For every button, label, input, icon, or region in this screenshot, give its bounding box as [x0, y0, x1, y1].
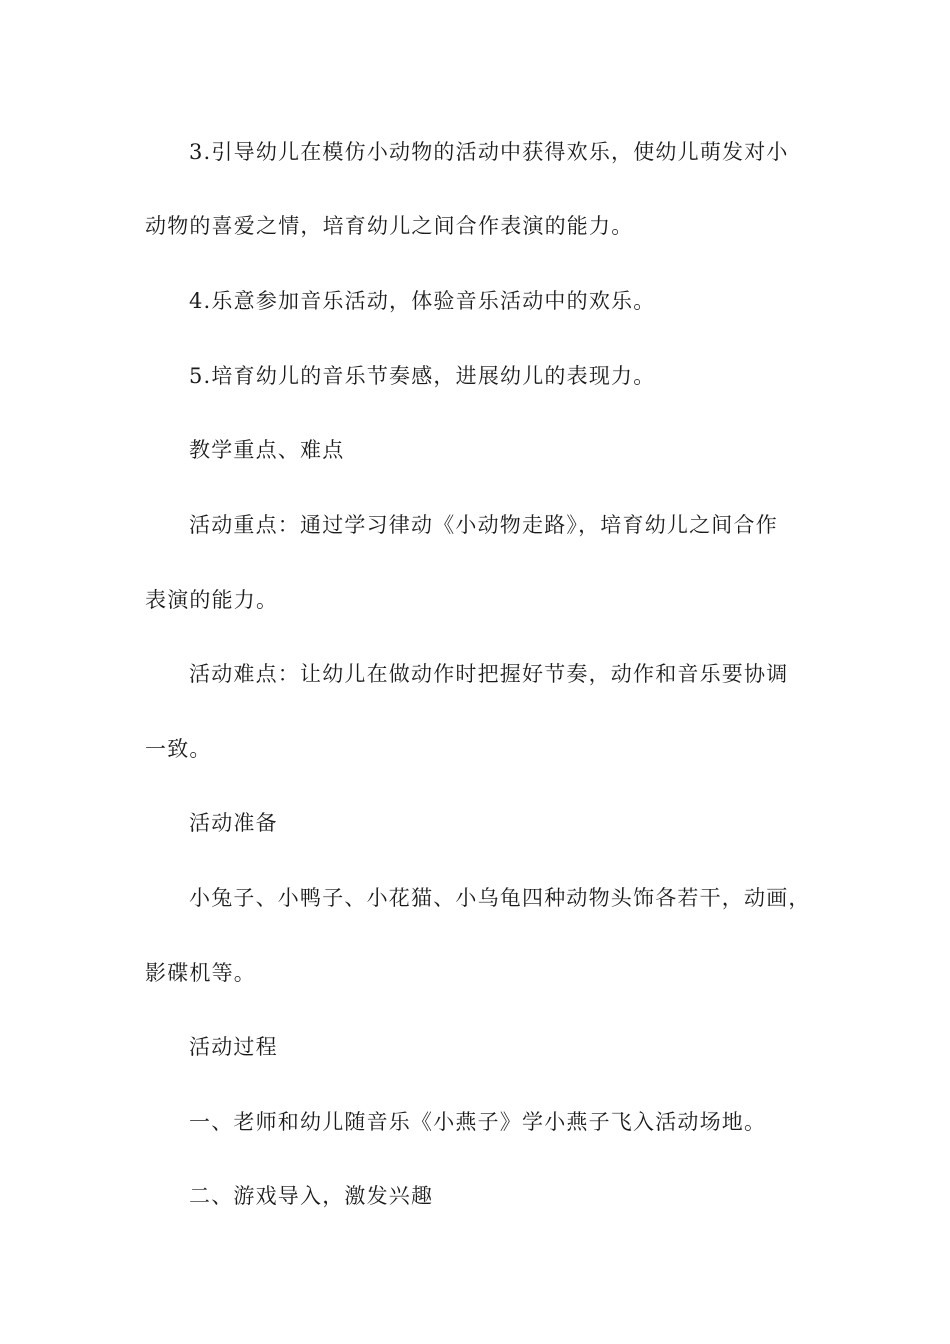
- paragraph-materials-cont: 影碟机等。: [145, 961, 256, 985]
- paragraph-goal-4: 4.乐意参加音乐活动，体验音乐活动中的欢乐。: [189, 289, 656, 313]
- paragraph-activity-difficulty: 活动难点：让幼儿在做动作时把握好节奏，动作和音乐要协调: [189, 662, 789, 686]
- paragraph-activity-focus: 活动重点：通过学习律动《小动物走路》，培育幼儿之间合作: [189, 513, 778, 537]
- paragraph-goal-3: 3.引导幼儿在模仿小动物的活动中获得欢乐，使幼儿萌发对小: [189, 140, 789, 164]
- paragraph-materials: 小兔子、小鸭子、小花猫、小乌龟四种动物头饰各若干，动画，: [189, 886, 811, 910]
- paragraph-activity-focus-cont: 表演的能力。: [145, 588, 279, 612]
- paragraph-activity-difficulty-cont: 一致。: [145, 737, 212, 761]
- heading-preparation: 活动准备: [189, 811, 278, 835]
- paragraph-goal-5: 5.培育幼儿的音乐节奏感，进展幼儿的表现力。: [189, 364, 656, 388]
- heading-key-points: 教学重点、难点: [189, 438, 345, 462]
- paragraph-step-1: 一、老师和幼儿随音乐《小燕子》学小燕子飞入活动场地。: [189, 1110, 767, 1134]
- paragraph-step-2: 二、游戏导入，激发兴趣: [189, 1184, 434, 1208]
- paragraph-goal-3-cont: 动物的喜爱之情，培育幼儿之间合作表演的能力。: [145, 214, 634, 238]
- heading-process: 活动过程: [189, 1035, 278, 1059]
